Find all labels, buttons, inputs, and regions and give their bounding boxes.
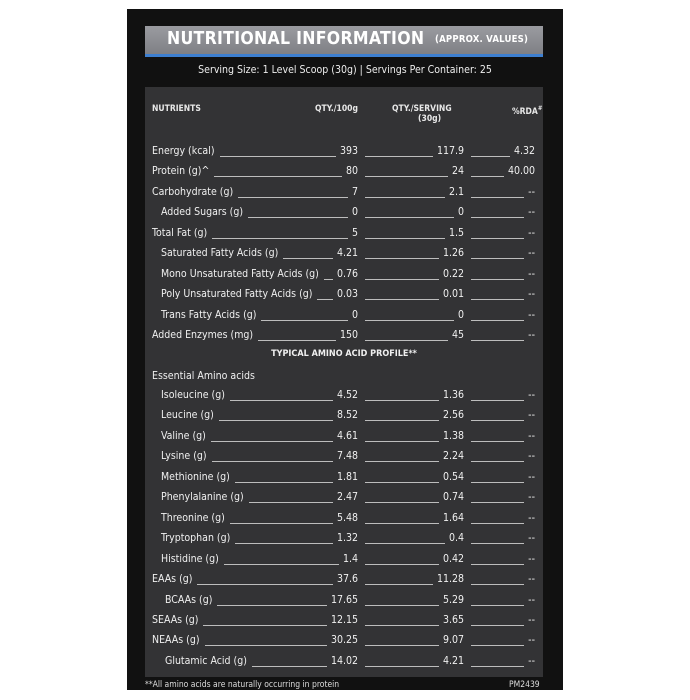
qty-per-100g: 12.15 [330,613,358,626]
rda-value: -- [528,226,535,239]
amino-section-title: TYPICAL AMINO ACID PROFILE** [271,349,417,359]
leader-line [203,625,326,626]
nutrition-panel [127,9,563,690]
nutrition-table [145,87,543,677]
amino-acid-row [145,591,543,611]
rda-value: -- [528,511,535,524]
leader-line [230,523,333,524]
qty-per-serving: 0 [457,308,464,321]
qty-per-serving: 0.01 [442,288,464,301]
nutrient-row [145,285,543,305]
leader-line [197,584,332,585]
amino-acid-row [145,447,543,467]
qty-per-100g: 0.03 [336,288,358,301]
nutrient-label: Leucine (g) [161,409,214,422]
rda-value: 4.32 [513,145,535,157]
nutrient-label: Methionine (g) [161,470,230,483]
col-header-per-serving: QTY./SERVING (30g) [392,104,452,124]
leader-line [219,420,333,421]
rda-value: -- [528,654,535,667]
nutrient-label: Added Enzymes (mg) [152,329,254,342]
nutrient-label: Threonine (g) [161,511,225,524]
nutrient-row [145,326,543,346]
nutrient-label: Tryptophan (g) [161,532,231,545]
title-bar [145,26,543,57]
qty-per-serving: 1.5 [448,226,464,239]
rda-value: -- [528,552,535,565]
qty-per-100g: 17.65 [330,593,358,606]
leader-line [235,482,333,483]
nutrient-row [145,203,543,223]
essential-amino-label: Essential Amino acids [152,370,255,382]
nutrient-label: Poly Unsaturated Fatty Acids (g) [161,288,313,301]
qty-per-100g: 0 [351,308,358,321]
qty-per-serving: 0.74 [442,491,464,504]
rda-value: -- [528,450,535,463]
amino-acid-row [145,386,543,406]
nutrient-label: Total Fat (g) [152,226,208,239]
amino-acid-row [145,631,543,651]
rda-value: -- [528,288,535,301]
qty-per-100g: 80 [345,165,358,178]
nutrient-row [145,306,543,326]
amino-acid-row [145,570,543,590]
leader-line [205,645,327,646]
amino-acid-row [145,406,543,426]
nutrient-row [145,142,543,162]
rda-value: -- [528,532,535,545]
qty-per-serving: 0 [457,206,464,219]
leader-line [212,461,333,462]
nutrient-label: Histidine (g) [161,552,219,565]
qty-per-100g: 5 [351,226,358,239]
rda-value: -- [528,491,535,504]
qty-per-100g: 7.48 [336,450,358,463]
nutrient-label: SEAAs (g) [152,613,199,626]
amino-acid-row [145,468,543,488]
qty-per-serving: 0.22 [442,267,464,280]
qty-per-100g: 4.21 [336,247,358,260]
qty-per-100g: 5.48 [336,511,358,524]
qty-per-100g: 30.25 [330,634,358,647]
nutrient-row [145,183,543,203]
nutrient-label: EAAs (g) [152,573,193,586]
nutrient-row [145,224,543,244]
qty-per-serving: 2.1 [448,185,464,198]
footnote: **All amino acids are naturally occurring in protein [145,680,340,690]
qty-per-100g: 1.4 [342,552,358,565]
nutrient-label: Isoleucine (g) [161,389,225,401]
col-header-rda: %RDA# [512,105,543,117]
qty-per-100g: 0 [351,206,358,219]
nutrient-label: Saturated Fatty Acids (g) [161,247,279,260]
qty-per-serving: 4.21 [442,654,464,667]
qty-per-serving: 1.26 [442,247,464,260]
panel-title: NUTRITIONAL INFORMATION [167,29,425,49]
nutrient-label: Phenylalanine (g) [161,491,244,504]
nutrient-row [145,265,543,285]
nutrient-label: NEAAs (g) [152,634,200,647]
nutrient-label: Protein (g)^ [152,165,210,178]
nutrient-label: Lysine (g) [161,450,207,463]
qty-per-serving: 5.29 [442,593,464,606]
qty-per-serving: 24 [451,165,464,178]
rda-value: -- [528,185,535,198]
nutrient-label: BCAAs (g) [165,593,213,606]
rda-value: -- [528,247,535,260]
qty-per-serving: 0.54 [442,470,464,483]
rda-value: -- [528,308,535,321]
rda-value: 40.00 [507,165,535,178]
qty-per-100g: 37.6 [336,573,358,586]
nutrient-row [145,162,543,182]
qty-per-100g: 7 [351,185,358,198]
amino-acid-row [145,652,543,672]
panel-subtitle: (APPROX. VALUES) [435,34,529,45]
nutrient-label: Mono Unsaturated Fatty Acids (g) [161,267,319,280]
amino-acid-row [145,529,543,549]
nutrient-label: Energy (kcal) [152,145,215,157]
amino-acid-row [145,488,543,508]
qty-per-100g: 1.81 [336,470,358,483]
qty-per-100g: 14.02 [330,654,358,667]
qty-per-100g: 1.32 [336,532,358,545]
rda-value: -- [528,634,535,647]
rda-value: -- [528,206,535,219]
qty-per-100g: 8.52 [336,409,358,422]
qty-per-serving: 9.07 [442,634,464,647]
leader-line [230,400,333,401]
qty-per-100g: 4.52 [336,389,358,401]
col-header-per100: QTY./100g [315,104,358,114]
qty-per-serving: 11.28 [436,573,464,586]
rda-value: -- [528,573,535,586]
qty-per-serving: 2.56 [442,409,464,422]
amino-acid-row [145,427,543,447]
qty-per-serving: 0.4 [448,532,464,545]
rda-value: -- [528,389,535,401]
qty-per-100g: 0.76 [336,267,358,280]
nutrient-row [145,244,543,264]
qty-per-serving: 2.24 [442,450,464,463]
nutrient-label: Trans Fatty Acids (g) [161,308,257,321]
nutrient-label: Carbohydrate (g) [152,185,234,198]
rda-value: -- [528,613,535,626]
qty-per-serving: 3.65 [442,613,464,626]
nutrient-label: Added Sugars (g) [161,206,244,219]
serving-info: Serving Size: 1 Level Scoop (30g) | Servings Per Container: 25 [198,64,492,76]
qty-per-serving: 117.9 [436,145,464,157]
qty-per-serving: 1.36 [442,389,464,401]
qty-per-100g: 4.61 [336,429,358,442]
qty-per-serving: 0.42 [442,552,464,565]
qty-per-serving: 1.64 [442,511,464,524]
leader-line [220,156,336,157]
rda-value: -- [528,593,535,606]
leader-line [217,605,327,606]
qty-per-100g: 150 [339,329,358,342]
leader-line [235,543,333,544]
amino-acid-row [145,550,543,570]
qty-per-100g: 393 [339,145,358,157]
col-header-nutrients: NUTRIENTS [152,104,201,114]
leader-line [252,666,327,667]
qty-per-serving: 45 [451,329,464,342]
rda-value: -- [528,429,535,442]
qty-per-serving: 1.38 [442,429,464,442]
nutrient-label: Valine (g) [161,429,206,442]
rda-value: -- [528,329,535,342]
rda-value: -- [528,267,535,280]
product-code: PM2439 [509,680,540,690]
rda-value: -- [528,470,535,483]
amino-acid-row [145,509,543,529]
rda-value: -- [528,409,535,422]
qty-per-100g: 2.47 [336,491,358,504]
nutrient-label: Glutamic Acid (g) [165,654,247,667]
amino-acid-row [145,611,543,631]
leader-line [211,441,333,442]
